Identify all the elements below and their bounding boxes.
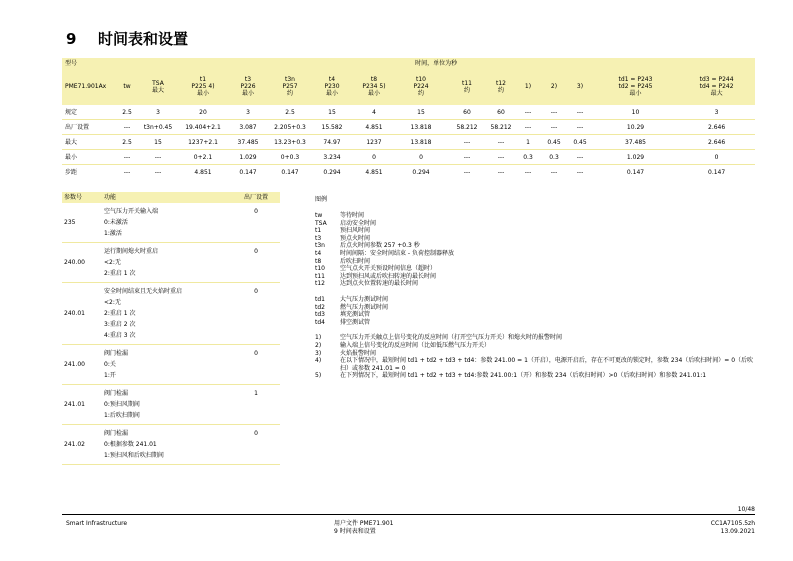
timing-cell: 1.029 [227, 150, 269, 165]
header-times: 时间，单位为秒 [117, 58, 755, 68]
param-factory-setting: 0 [232, 425, 280, 465]
timing-cell: 0.294 [412, 168, 430, 176]
param-factory-setting: 0 [232, 283, 280, 345]
legend-item-text: 大气压力测试时间 [340, 295, 389, 303]
legend-item [315, 250, 755, 258]
timing-cell: --- [515, 120, 541, 135]
param-header-factory: 出厂设置 [232, 192, 280, 203]
timing-cell: 4.851 [365, 168, 383, 176]
timing-col-header: tw [117, 68, 137, 105]
timing-cell: --- [567, 105, 593, 120]
param-function: 空气压力开关输入端 0:未激活 1:激活 [102, 203, 232, 243]
timing-cell: 0.147 [281, 168, 299, 176]
legend-item [315, 304, 755, 312]
timing-cell: 1237+2.1 [179, 135, 227, 150]
legend-item [315, 265, 755, 273]
timing-column-headers [62, 68, 755, 105]
timing-cell: 10 [593, 105, 678, 120]
param-row [62, 203, 280, 243]
chapter-title: 时间表和设置 [98, 30, 189, 48]
param-factory-setting: 0 [232, 243, 280, 283]
legend-item [315, 220, 755, 228]
timing-cell: 0.147 [708, 168, 726, 176]
param-header-function: 功能 [102, 192, 232, 203]
legend-item-text: 排空测试管 [340, 318, 371, 326]
timing-cell: t3n+0.45 [137, 120, 179, 135]
legend-item-text: 等待时间 [340, 212, 365, 219]
legend-note-key: 1) [315, 334, 322, 342]
timing-cell: 15 [311, 105, 353, 120]
timing-cell: 0.3 [541, 150, 567, 165]
timing-cell: 3 [227, 105, 269, 120]
timing-cell: 37.485 [593, 135, 678, 150]
timing-cell: --- [550, 168, 558, 176]
timing-cell: 2.5 [269, 105, 311, 120]
param-row [62, 425, 280, 465]
timing-row-label: 最大 [62, 135, 117, 150]
timing-cell: 1.029 [593, 150, 678, 165]
legend-item-key: t3 [315, 234, 322, 242]
timing-cell: --- [154, 168, 162, 176]
timing-cell: 0.45 [567, 135, 593, 150]
legend-note [315, 372, 755, 380]
timing-col-header: 1) [515, 68, 541, 105]
timing-cell: --- [123, 168, 131, 176]
timing-cell: 1237 [353, 135, 395, 150]
timing-cell: 4.851 [194, 168, 212, 176]
timing-cell: 2.5 [117, 105, 137, 120]
timing-cell: --- [515, 105, 541, 120]
legend-item [315, 319, 755, 327]
legend-item-text: 达到点火位置转速的最长时间 [340, 280, 419, 288]
timing-cell: 2.205+0.3 [269, 120, 311, 135]
param-number: 241.02 [62, 425, 102, 465]
legend-item-text: 燃气压力测试时间 [340, 303, 389, 311]
timing-cell: 0.294 [323, 168, 341, 176]
timing-row [62, 105, 755, 120]
timing-cell: --- [541, 120, 567, 135]
legend-note-text: 在以下情况中，最短时间 td1 + td2 + td3 + td4：参数 241.00 = 1（开启），电源开启后，存在不可更改的锁定时，参数 234（后吹扫时间）= 0（后吹扫）或参数 241.01 = 0 [340, 357, 754, 372]
legend-item-key: td2 [315, 303, 325, 311]
timing-col-header: t11 约 [447, 68, 487, 105]
param-number: 241.01 [62, 385, 102, 425]
parameter-table [62, 192, 280, 465]
timing-col-header: t3 P226 最小 [227, 68, 269, 105]
timing-cell: 13.23+0.3 [269, 135, 311, 150]
timing-cell: 19.404+2.1 [179, 120, 227, 135]
legend-item-key: t12 [315, 280, 325, 288]
param-function: 运行期间熄火时重启 <2:无 2:重启 1 次 [102, 243, 232, 283]
timing-cell: 3.234 [311, 150, 353, 165]
timing-cell: 0.45 [541, 135, 567, 150]
timing-cell: 1 [515, 135, 541, 150]
timing-cell: 0+2.1 [179, 150, 227, 165]
timing-cell: 13.818 [395, 120, 447, 135]
timing-cell: 0 [678, 150, 755, 165]
legend-item-text: 填充测试管 [340, 311, 371, 319]
legend-item-key: td1 [315, 295, 325, 303]
param-header-number: 参数号 [62, 192, 102, 203]
timing-col-header: 3) [567, 68, 593, 105]
legend-item-text: 时间间隔：安全时间结束 - 负荷控制器释放 [340, 249, 454, 257]
timing-cell: 60 [447, 105, 487, 120]
timing-row [62, 135, 755, 150]
timing-row-label: 最小 [62, 150, 117, 165]
legend-note-text: 输入端上信号变化的反应时间（比如低压燃气压力开关） [340, 341, 491, 349]
legend [315, 196, 755, 380]
timing-row [62, 120, 755, 135]
timing-cell: --- [541, 105, 567, 120]
timing-col-header: t10 P224 约 [395, 68, 447, 105]
timing-col-header: 2) [541, 68, 567, 105]
legend-note-key: 4) [315, 357, 322, 365]
footer-right [660, 520, 755, 536]
legend-note-text: 火焰报警时间 [340, 349, 377, 357]
legend-item [315, 227, 755, 235]
timing-row [62, 165, 755, 180]
page-number: 10/48 [737, 506, 755, 513]
legend-note [315, 334, 755, 342]
timing-col-header: t4 P230 最小 [311, 68, 353, 105]
legend-item-key: t4 [315, 249, 322, 257]
timing-cell: 20 [179, 105, 227, 120]
param-function: 阀门检漏 0:根据参数 241.01 1:预扫风和后吹扫期间 [102, 425, 232, 465]
timing-cell: 13.818 [395, 135, 447, 150]
param-number: 241.00 [62, 345, 102, 385]
legend-item-text: 达到预扫风或后吹扫转速的最长时间 [340, 272, 437, 280]
param-row [62, 283, 280, 345]
legend-note [315, 342, 755, 350]
legend-item-key: td4 [315, 318, 325, 326]
legend-item-key: t11 [315, 272, 325, 280]
timing-cell: 3 [137, 105, 179, 120]
footer-left: Smart Infrastructure [66, 520, 128, 527]
legend-item-text: 空气点火开关预设时间信息（超时） [340, 265, 437, 273]
param-number: 240.01 [62, 283, 102, 345]
timing-cell: --- [463, 168, 471, 176]
timing-col-header: TSA 最大 [137, 68, 179, 105]
legend-note [315, 350, 755, 358]
timing-col-header: PME71.901Ax [62, 68, 117, 105]
timing-col-header: td3 = P244 td4 = P242 最大 [678, 68, 755, 105]
timing-cell: 0 [353, 150, 395, 165]
timing-cell: --- [447, 135, 487, 150]
legend-item-key: td3 [315, 311, 325, 319]
timing-cell: 0.147 [626, 168, 645, 176]
chapter-number: 9 [66, 30, 77, 48]
param-factory-setting: 0 [232, 203, 280, 243]
legend-item [315, 311, 755, 319]
timing-cell: 2.646 [678, 120, 755, 135]
timing-col-header: t1 P225 4) 最小 [179, 68, 227, 105]
timing-col-header: t12 约 [487, 68, 515, 105]
timing-cell: 2.646 [678, 135, 755, 150]
timing-row-label: 出厂设置 [62, 120, 117, 135]
legend-title: 图例 [315, 196, 328, 203]
timing-cell: 10.29 [593, 120, 678, 135]
param-number: 240.00 [62, 243, 102, 283]
footer-divider [62, 514, 755, 515]
param-row [62, 345, 280, 385]
timing-cell: --- [576, 168, 584, 176]
timing-cell: --- [487, 135, 515, 150]
timing-cell: --- [487, 150, 515, 165]
timing-cell: 74.97 [311, 135, 353, 150]
footer-center [334, 520, 394, 536]
timing-cell: --- [497, 168, 505, 176]
legend-item-key: TSA [315, 219, 327, 227]
legend-item-key: t3n [315, 242, 325, 250]
timing-cell: 60 [487, 105, 515, 120]
timing-cell: 4 [353, 105, 395, 120]
legend-item-key: t10 [315, 265, 325, 273]
legend-item [315, 212, 755, 220]
timing-cell: --- [117, 120, 137, 135]
param-row [62, 385, 280, 425]
timing-cell: --- [117, 150, 137, 165]
legend-note [315, 357, 755, 372]
param-number: 235 [62, 203, 102, 243]
legend-note-key: 3) [315, 349, 322, 357]
legend-item-text: 预点火时间 [340, 234, 371, 242]
param-function: 安全时间结束且无火焰时重启 <2:无 2:重启 1 次 3:重启 2 次 4:重启 3 次 [102, 283, 232, 345]
timing-table [62, 58, 755, 179]
footer-date: 13.09.2021 [720, 528, 755, 535]
timing-cell: 0.3 [515, 150, 541, 165]
timing-cell: 15 [137, 135, 179, 150]
param-row [62, 243, 280, 283]
page-title [66, 28, 188, 49]
timing-cell: 3.087 [227, 120, 269, 135]
timing-cell: --- [447, 150, 487, 165]
legend-item-text: 后吹扫时间 [340, 257, 371, 265]
timing-cell: 58.212 [487, 120, 515, 135]
timing-cell: 37.485 [227, 135, 269, 150]
timing-cell: 4.851 [353, 120, 395, 135]
timing-cell: 3 [678, 105, 755, 120]
legend-items [315, 212, 755, 288]
legend-notes [315, 334, 755, 380]
footer-chapter: 9 时间表和设置 [334, 528, 376, 535]
param-factory-setting: 1 [232, 385, 280, 425]
timing-cell: --- [137, 150, 179, 165]
footer-document: 用户文件 PME71.901 [334, 520, 394, 527]
timing-row-label: 规定 [62, 105, 117, 120]
timing-col-header: td1 = P243 td2 = P245 最小 [593, 68, 678, 105]
timing-cell: 15.582 [311, 120, 353, 135]
footer-doc-code: CC1A7105.5zh [710, 520, 755, 527]
legend-item-key: t1 [315, 227, 322, 235]
timing-body [62, 105, 755, 179]
param-function: 阀门检漏 0:预扫风期间 1:后吹扫期间 [102, 385, 232, 425]
legend-items-test [315, 296, 755, 326]
legend-item-text: 启动安全时间 [340, 219, 377, 227]
timing-cell: --- [567, 120, 593, 135]
timing-cell: 0 [395, 150, 447, 165]
param-function: 阀门检漏 0:关 1:开 [102, 345, 232, 385]
timing-cell: 15 [395, 105, 447, 120]
param-factory-setting: 0 [232, 345, 280, 385]
legend-item-key: t8 [315, 257, 322, 265]
header-model: 型号 [62, 58, 117, 68]
timing-cell: --- [567, 150, 593, 165]
legend-item [315, 280, 755, 288]
timing-cell: 58.212 [447, 120, 487, 135]
legend-item [315, 296, 755, 304]
timing-cell: 2.5 [117, 135, 137, 150]
timing-cell: 0.147 [239, 168, 257, 176]
legend-note-key: 2) [315, 341, 322, 349]
timing-col-header: t8 P234 5) 最小 [353, 68, 395, 105]
legend-item-text: 后点火时间参数 257 +0.3 秒 [340, 242, 420, 250]
timing-cell: --- [524, 168, 532, 176]
legend-item-text: 预扫风时间 [340, 227, 371, 235]
legend-note-text: 空气压力开关触点上信号变化的反应时间（打开空气压力开关）和熄火时的报警时间 [340, 334, 563, 342]
legend-note-key: 5) [315, 372, 322, 380]
legend-item [315, 242, 755, 250]
param-body [62, 203, 280, 465]
timing-row [62, 150, 755, 165]
timing-cell: 0+0.3 [269, 150, 311, 165]
timing-row-label: 步距 [65, 168, 78, 176]
legend-item-key: tw [315, 212, 323, 219]
timing-col-header: t3n P257 约 [269, 68, 311, 105]
legend-note-text: 在下列情况下，最短时间 td1 + td2 + td3 + td4:参数 241.00:1（开）和参数 234（后吹扫时间）>0（后吹扫时间）和参数 241.01:1 [340, 372, 707, 380]
